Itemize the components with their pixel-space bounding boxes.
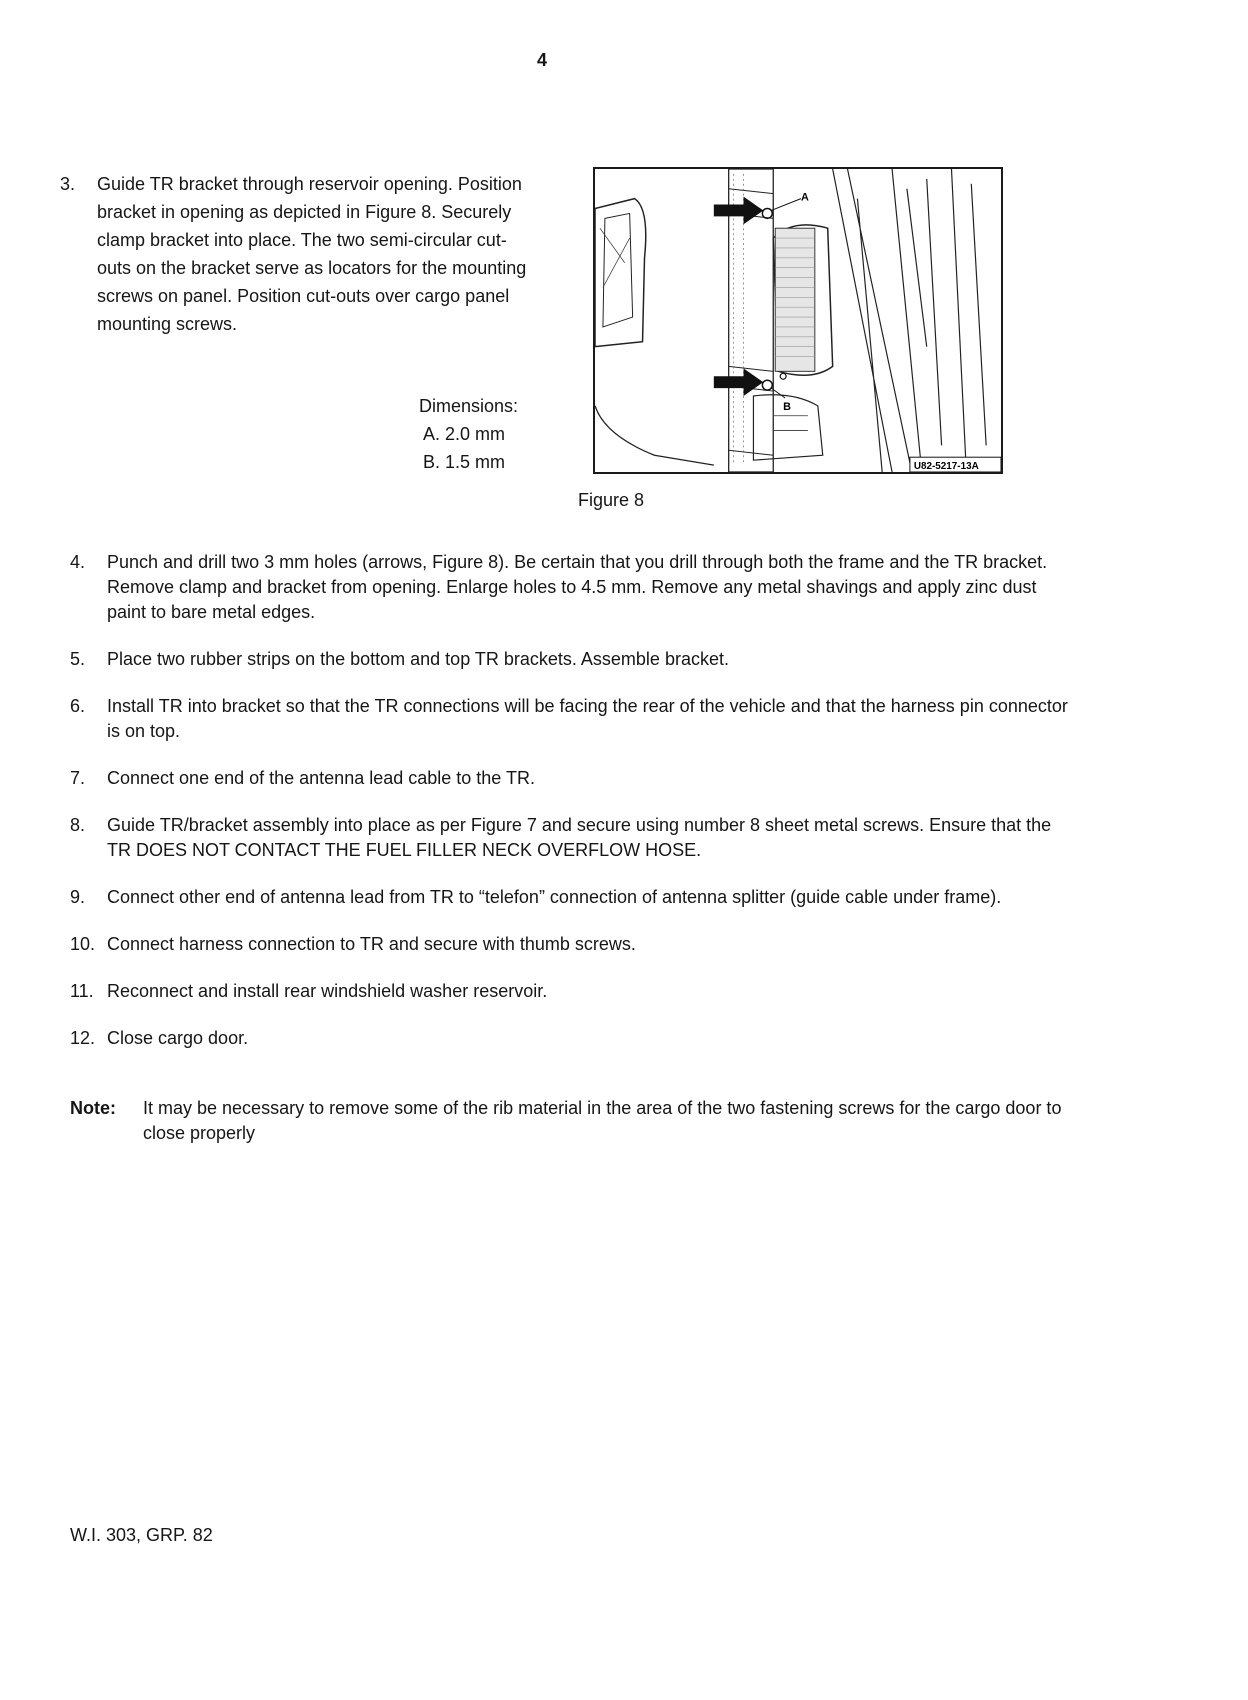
step-number: 11. xyxy=(70,981,94,1001)
step-text: Place two rubber strips on the bottom and top TR brackets. Assemble bracket. xyxy=(107,649,729,669)
step-8 xyxy=(70,813,1070,863)
step-number: 6. xyxy=(70,696,86,716)
step-3 xyxy=(60,170,540,338)
step-5 xyxy=(70,647,1070,672)
step-text: Reconnect and install rear windshield washer reservoir. xyxy=(107,981,548,1001)
page-number: 4 xyxy=(537,50,548,70)
step-number: 4. xyxy=(70,552,86,572)
step-text: Connect other end of antenna lead from TR to “telefon” connection of antenna splitter (guide cable under frame). xyxy=(107,887,1002,907)
dimensions-title: Dimensions: xyxy=(419,396,519,416)
step-6 xyxy=(70,694,1070,744)
label-a: A xyxy=(800,191,809,204)
label-b: B xyxy=(783,400,792,413)
dimensions-block xyxy=(419,392,518,476)
dimension-b: B. 1.5 mm xyxy=(423,452,506,472)
step-text: Close cargo door. xyxy=(107,1028,249,1048)
figure-code: U82-5217-13A xyxy=(913,461,979,472)
note-label: Note: xyxy=(70,1098,116,1118)
step-number: 7. xyxy=(70,768,86,788)
step-4 xyxy=(70,550,1070,625)
step-text: Connect harness connection to TR and secure with thumb screws. xyxy=(107,934,636,954)
step-number: 9. xyxy=(70,887,86,907)
bracket-drawing xyxy=(595,169,1001,472)
note-text: It may be necessary to remove some of the rib material in the area of the two fastening screws for the cargo door to close properly xyxy=(143,1098,1062,1143)
dimension-a: A. 2.0 mm xyxy=(423,424,506,444)
footer-reference: W.I. 303, GRP. 82 xyxy=(70,1525,213,1545)
figure-caption: Figure 8 xyxy=(578,490,645,510)
step-number: 8. xyxy=(70,815,86,835)
step-text: Install TR into bracket so that the TR connections will be facing the rear of the vehicle and that the harness pin connector is on top. xyxy=(107,696,1068,741)
steps-list xyxy=(70,550,1070,1073)
note-block xyxy=(70,1096,1070,1146)
step-11 xyxy=(70,979,1070,1004)
step-number: 5. xyxy=(70,649,86,669)
step-text: Guide TR bracket through reservoir opening. Position bracket in opening as depicted in Figure 8. Securely clamp bracket into place. The two semi-circular cut-outs on the bracket serve as locators for the mounting screws on panel. Position cut-outs over cargo panel mounting screws. xyxy=(97,174,527,334)
step-10 xyxy=(70,932,1070,957)
step-9 xyxy=(70,885,1070,910)
step-text: Punch and drill two 3 mm holes (arrows, Figure 8). Be certain that you drill through both the frame and the TR bracket. Remove clamp and bracket from opening. Enlarge holes to 4.5 mm. Remove any metal shavings and apply zinc dust paint to bare metal edges. xyxy=(107,552,1048,622)
step-number: 12. xyxy=(70,1028,96,1048)
step-text: Connect one end of the antenna lead cable to the TR. xyxy=(107,768,535,788)
step-7 xyxy=(70,766,1070,791)
step-text: Guide TR/bracket assembly into place as per Figure 7 and secure using number 8 sheet metal screws. Ensure that the TR DOES NOT CONTACT THE FUEL FILLER NECK OVERFLOW HOSE. xyxy=(107,815,1052,860)
step-12 xyxy=(70,1026,1070,1051)
figure-8-illustration xyxy=(593,167,1003,474)
step-number: 3. xyxy=(60,174,76,194)
step-number: 10. xyxy=(70,934,96,954)
